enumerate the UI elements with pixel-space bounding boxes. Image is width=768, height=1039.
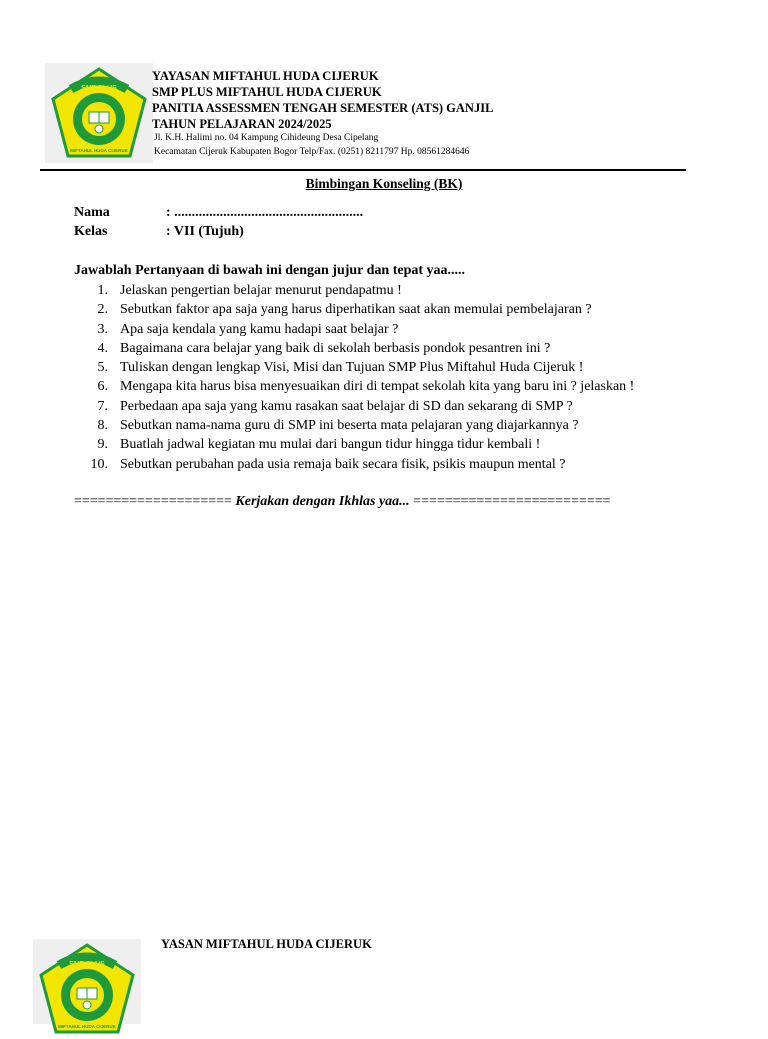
- question-text: Apa saja kendala yang kamu hadapi saat belajar ?: [120, 321, 399, 337]
- question-number: 5.: [97, 360, 108, 376]
- question-number: 8.: [97, 418, 108, 434]
- question-text: Tuliskan dengan lengkap Visi, Misi dan Tujuan SMP Plus Miftahul Huda Cijeruk !: [120, 360, 584, 376]
- footer-school-logo: [33, 939, 141, 1029]
- class-field-label: Kelas: [74, 224, 108, 239]
- question-number: 3.: [97, 321, 108, 337]
- logo-bottom-text: MIFTAHUL HUDA CIJERUK: [70, 148, 128, 153]
- question-text: Buatlah jadwal kegiatan mu mulai dari bangun tidur hingga tidur kembali !: [120, 437, 541, 453]
- school-logo: [45, 63, 153, 163]
- document-title: Bimbingan Konseling (BK): [305, 176, 463, 191]
- footer-logo-top-text: SMP PLUS: [69, 961, 105, 968]
- closing-message: Kerjakan dengan Ikhlas yaa...: [235, 494, 410, 509]
- question-number: 1.: [97, 283, 108, 298]
- instruction-text: Jawablah Pertanyaan di bawah ini dengan jujur dan tepat yaa.....: [74, 263, 466, 278]
- header-foundation-name: YAYASAN MIFTAHUL HUDA CIJERUK: [152, 69, 379, 83]
- header-school-name: SMP PLUS MIFTAHUL HUDA CIJERUK: [152, 85, 382, 99]
- school-logo-emblem-icon: [45, 63, 153, 163]
- class-field-value: : VII (Tujuh): [166, 224, 244, 239]
- name-field-value: : ......................................................: [166, 205, 364, 220]
- question-text: Perbedaan apa saja yang kamu rasakan saat belajar di SD dan sekarang di SMP ?: [120, 398, 573, 414]
- question-number: 4.: [97, 340, 108, 356]
- header-address-line-2: Kecamatan Cijeruk Kabupaten Bogor Telp/Fax. (0251) 8211797 Hp. 08561284646: [154, 147, 470, 157]
- header-divider: [40, 169, 686, 171]
- question-text: Sebutkan faktor apa saja yang harus diperhatikan saat akan memulai pembelajaran ?: [120, 302, 592, 318]
- question-text: Sebutkan perubahan pada usia remaja baik secara fisik, psikis maupun mental ?: [120, 456, 566, 472]
- header-address-line-1: Jl. K.H. Halimi no. 04 Kampung Cihideung Desa Cipelang: [154, 133, 379, 143]
- footer-foundation-name: YASAN MIFTAHUL HUDA CIJERUK: [161, 937, 372, 951]
- logo-top-text: SMP PLUS: [81, 85, 117, 92]
- closing-right-rule: =========================: [409, 494, 611, 509]
- header-academic-year: TAHUN PELAJARAN 2024/2025: [152, 117, 332, 131]
- question-text: Jelaskan pengertian belajar menurut pendapatmu !: [120, 283, 402, 298]
- question-number: 9.: [97, 437, 108, 453]
- closing-left-rule: ====================: [74, 494, 236, 509]
- question-text: Mengapa kita harus bisa menyesuaikan diri di tempat sekolah kita yang baru ini ? jelaskan !: [120, 379, 635, 395]
- closing-line: [74, 494, 611, 510]
- question-number: 2.: [97, 302, 108, 318]
- question-number: 10.: [90, 456, 108, 472]
- footer-logo-bottom-text: MIFTAHUL HUDA CIJERUK: [58, 1024, 116, 1029]
- name-field-label: Nama: [74, 205, 110, 220]
- question-text: Sebutkan nama-nama guru di SMP ini beserta mata pelajaran yang diajarkannya ?: [120, 418, 579, 434]
- question-number: 7.: [97, 398, 108, 414]
- question-text: Bagaimana cara belajar yang baik di sekolah berbasis pondok pesantren ini ?: [120, 340, 551, 356]
- question-number: 6.: [97, 379, 108, 395]
- header-committee: PANITIA ASSESSMEN TENGAH SEMESTER (ATS) GANJIL: [152, 101, 494, 115]
- footer-school-logo-emblem-icon: [33, 939, 141, 1039]
